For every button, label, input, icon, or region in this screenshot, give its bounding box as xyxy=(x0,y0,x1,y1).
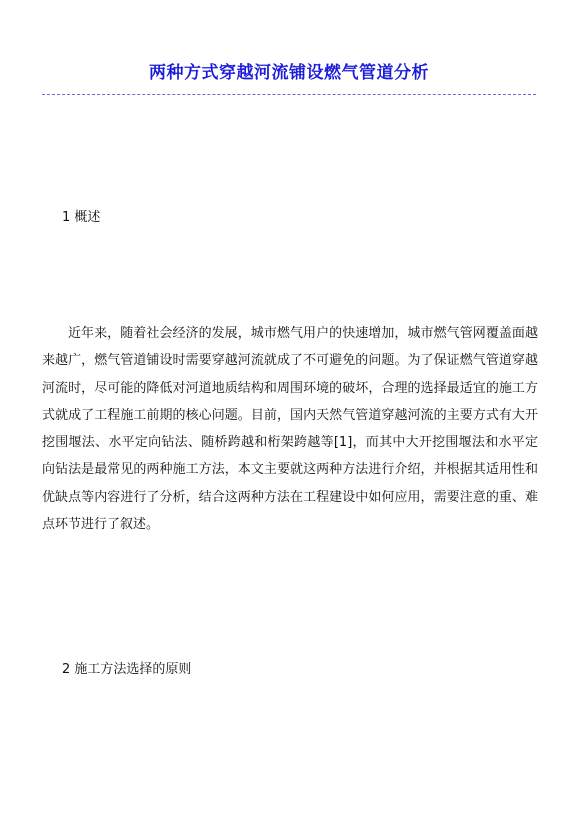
title-divider xyxy=(42,94,536,95)
section-heading-principles: 2 施工方法选择的原则 xyxy=(62,662,192,677)
section-heading-overview: 1 概述 xyxy=(62,210,101,225)
section-paragraph-overview: 近年来，随着社会经济的发展，城市燃气用户的快速增加，城市燃气管网覆盖面越来越广，燃气管道铺设时需要穿越河流就成了不可避免的问题。为了保证燃气管道穿越河流时，尽可能的降低对河道地质结构和周围环境的破坏，合理的选择最适宜的施工方式就成了工程施工前期的核心问题。目前，国内天然气管道穿越河流的主要方式有大开挖围堰法、水平定向钻法、随桥跨越和桁架跨越等[1]，而其中大开挖围堰法和水平定向钻法是最常见的两种施工方法，本文主要就这两种方法进行介绍，并根据其适用性和优缺点等内容进行了分析，结合这两种方法在工程建设中如何应用，需要注意的重、难点环节进行了叙述。 xyxy=(42,326,538,533)
document-title: 两种方式穿越河流铺设燃气管道分析 xyxy=(149,63,429,83)
